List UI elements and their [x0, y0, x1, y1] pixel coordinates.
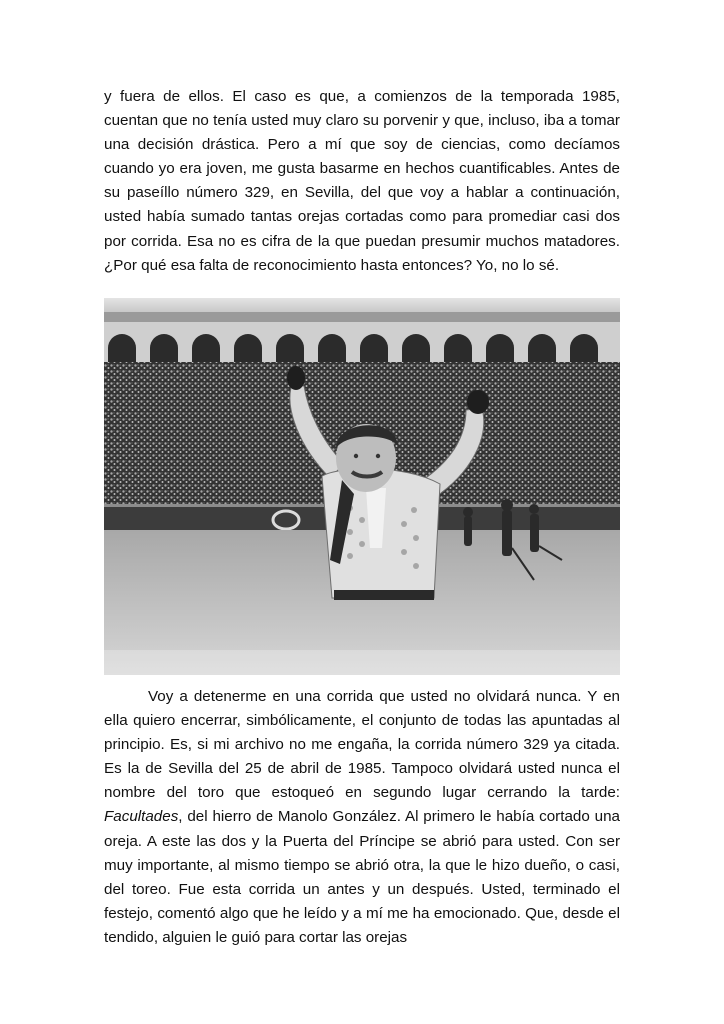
paragraph-corrida-part-b: , del hierro de Manolo González. Al primero le había cortado una oreja. A este las dos y la Puerta del Príncipe se abrió para usted. Con ser muy importante, al mismo tiempo se abrió otra, la que le hizo dueño, o casi, del toreo. Fue esta corrida un antes y un después. Usted, terminado el festejo, comentó algo que he leído y a mí me ha emocionado. Que, desde el tendido, alguien le guió para cortar las orejas	[104, 808, 620, 946]
bullfighter-photo	[104, 298, 620, 675]
paragraph-corrida-part-a: Voy a detenerme en una corrida que usted no olvidará nunca. Y en ella quiero encerrar, simbólicamente, el conjunto de todas las apuntadas al principio. Es, si mi archivo no me engaña, la corrida número 329 ya citada. Es la de Sevilla del 25 de abril de 1985. Tampoco olvidará usted nunca el nombre del toro que estoqueó en segundo lugar cerrando la tarde:	[104, 688, 620, 802]
paragraph-intro: y fuera de ellos. El caso es que, a comienzos de la temporada 1985, cuentan que no tenía usted muy claro su porvenir y que, incluso, iba a tomar una decisión drástica. Pero a mí que soy de ciencias, como decíamos cuando yo era joven, me gusta basarme en hechos cuantificables. Antes de su paseíllo número 329, en Sevilla, del que voy a hablar a continuación, usted había sumado tantas orejas cortadas como para promediar casi dos por corrida. Esa no es cifra de la que puedan presumir muchos matadores. ¿Por qué esa falta de reconocimiento hasta entonces? Yo, no lo sé.	[104, 88, 620, 274]
paragraph-corrida	[104, 685, 620, 950]
bull-name-facultades: Facultades	[104, 808, 179, 826]
